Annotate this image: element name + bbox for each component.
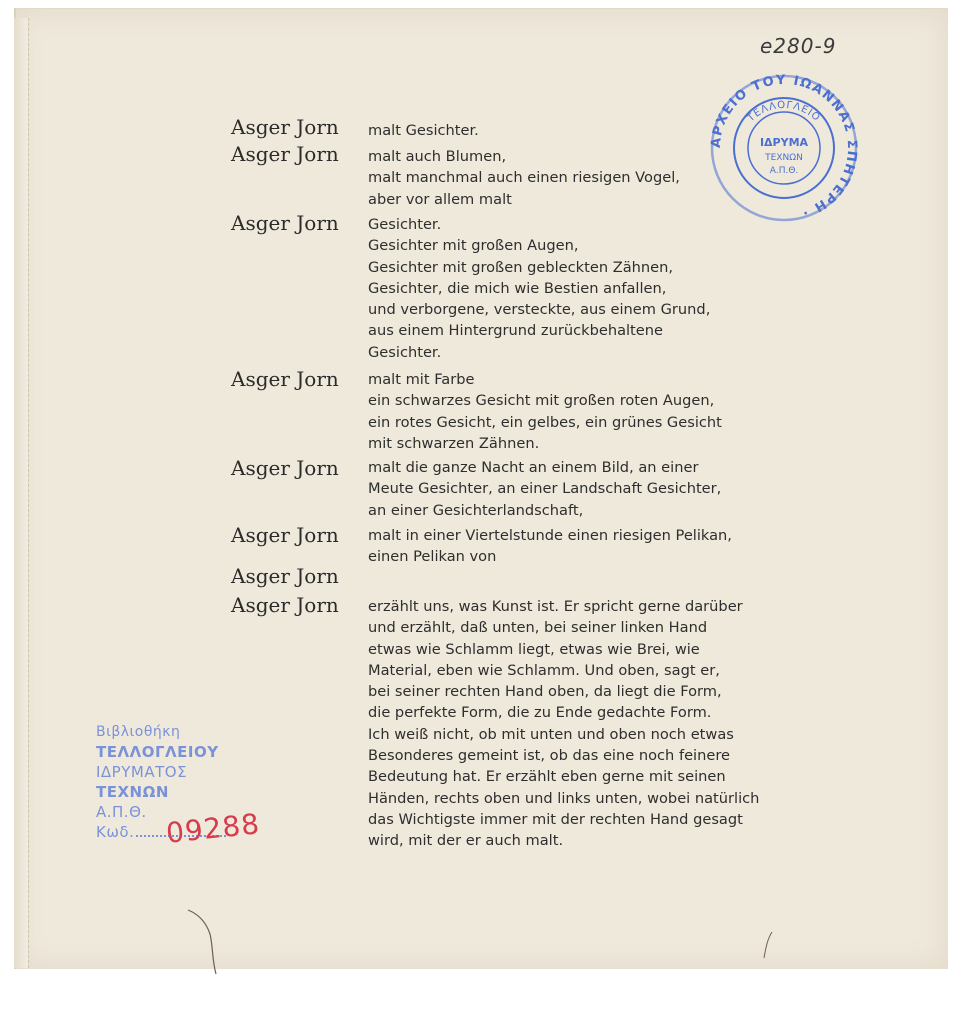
stanza-line: Gesichter. <box>368 216 442 233</box>
stanza-line: die perfekte Form, die zu Ende gedachte Form. <box>368 704 712 722</box>
stanza-text <box>368 369 788 454</box>
stanza-line: mit schwarzen Zähnen. <box>368 434 540 452</box>
stanza-line: Besonderes gemeint ist, ob das eine noch feinere <box>368 747 731 765</box>
stanza-line: malt mit Farbe <box>368 371 475 388</box>
stanza-text <box>368 214 788 363</box>
stanza-line: malt Gesichter. <box>368 122 479 139</box>
stamp-line: ΙΔΡΥΜΑΤΟΣ <box>96 763 188 781</box>
stanza-text <box>368 525 788 568</box>
stamp-inner-arc-text: ΤΕΛΛΟΓΛΕΙΟ <box>745 99 823 125</box>
stanza-line: Ich weiß nicht, ob mit unten und oben noch etwas <box>368 725 734 743</box>
stanza-line: malt in einer Viertelstunde einen riesigen Pelikan, <box>368 527 732 544</box>
pencil-mark <box>760 930 776 960</box>
stanza-line: aber vor allem malt <box>368 190 512 208</box>
stanza-line: das Wichtigste immer mit der rechten Hand gesagt <box>368 810 743 828</box>
stanza-name: Asger Jorn <box>231 564 339 588</box>
stanza-line: Gesichter mit großen gebleckten Zähnen, <box>368 258 674 276</box>
stamp-center-line: Α.Π.Θ. <box>769 166 799 176</box>
stanza-name: Asger Jorn <box>231 142 339 166</box>
stanza-line: Bedeutung hat. Er erzählt eben gerne mit seinen <box>368 768 726 786</box>
stamp-line: Βιβλιοθήκη <box>96 724 181 740</box>
round-stamp-graphic <box>708 72 860 224</box>
stanza-line: Gesichter, die mich wie Bestien anfallen, <box>368 279 667 297</box>
stanza-line: aus einem Hintergrund zurückbehaltene <box>368 322 663 340</box>
stanza-name: Asger Jorn <box>231 115 339 139</box>
stamp-line: ΤΕΛΛΟΓΛΕΙΟΥ <box>96 743 219 761</box>
library-stamp <box>96 722 266 872</box>
accession-number: 09288 <box>164 807 262 850</box>
stanza-text <box>368 457 788 521</box>
page-fold <box>14 18 29 968</box>
stamp-line: Α.Π.Θ. <box>96 803 147 821</box>
stanza-line: malt die ganze Nacht an einem Bild, an einer <box>368 459 699 476</box>
stanza-line: und erzählt, daß unten, bei seiner linken Hand <box>368 619 708 637</box>
stanza-line: Material, eben wie Schlamm. Und oben, sagt er, <box>368 661 720 679</box>
stanza-line: einen Pelikan von <box>368 548 497 566</box>
stanza-name: Asger Jorn <box>231 593 339 617</box>
stanza-line: ein rotes Gesicht, ein gelbes, ein grünes Gesicht <box>368 413 722 431</box>
stanza-line: Händen, rechts oben und links unten, wobei natürlich <box>368 789 760 807</box>
stamp-center-line: ΤΕΧΝΩΝ <box>765 153 803 163</box>
stanza-line: malt auch Blumen, <box>368 148 507 165</box>
stamp-center-line: ΙΔΡΥΜΑ <box>759 136 809 149</box>
stanza-line: erzählt uns, was Kunst ist. Er spricht gerne darüber <box>368 598 743 615</box>
stanza-name: Asger Jorn <box>231 456 339 480</box>
stanza-line: Gesichter. <box>368 343 442 361</box>
tear-mark <box>186 908 226 978</box>
stanza-name: Asger Jorn <box>231 523 339 547</box>
stanza-line: Meute Gesichter, an einer Landschaft Gesichter, <box>368 480 722 498</box>
catalog-number: e280-9 <box>760 34 837 58</box>
stanza-line: wird, mit der er auch malt. <box>368 832 564 850</box>
stanza-name: Asger Jorn <box>231 367 339 391</box>
stamp-line: ΤΕΧΝΩΝ <box>96 783 169 801</box>
stanza-line: etwas wie Schlamm liegt, etwas wie Brei, wie <box>368 640 700 658</box>
archive-round-stamp <box>708 72 860 224</box>
stanza-line: und verborgene, versteckte, aus einem Grund, <box>368 301 711 319</box>
stanza-line: an einer Gesichterlandschaft, <box>368 501 584 519</box>
stanza-line: Gesichter mit großen Augen, <box>368 237 579 255</box>
stanza-line: bei seiner rechten Hand oben, da liegt die Form, <box>368 683 722 701</box>
stanza-name: Asger Jorn <box>231 211 339 235</box>
stanza-text <box>368 596 788 852</box>
stamp-ring-text: ΑΡΧΕΙΟ ΤΟΥ ΙΩΑΝΝΑΣ ΣΠΗΤΕΡΗ · <box>708 72 860 221</box>
stamp-line: Κωδ. <box>96 823 135 841</box>
stanza-line: malt manchmal auch einen riesigen Vogel, <box>368 169 680 187</box>
stanza-line: ein schwarzes Gesicht mit großen roten Augen, <box>368 392 715 410</box>
